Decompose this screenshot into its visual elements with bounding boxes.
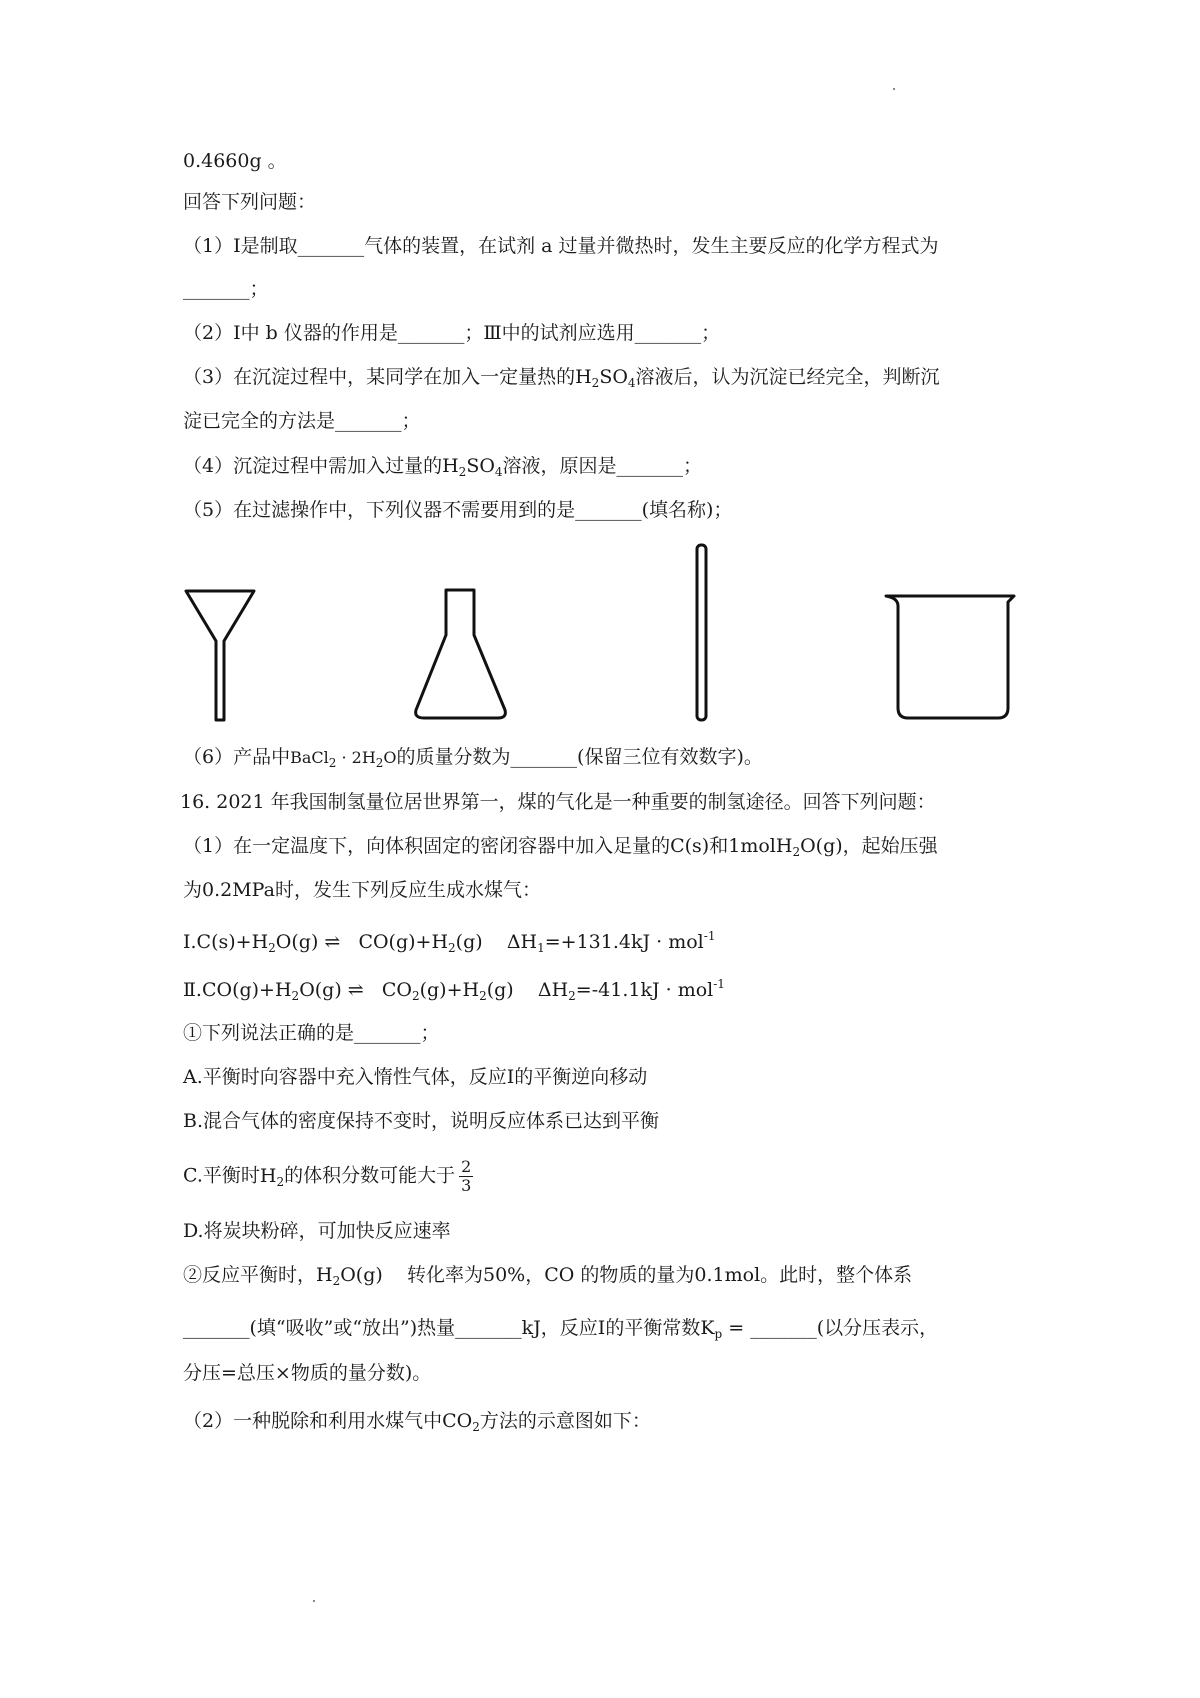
formula-cs: C(s) [670,835,710,857]
reaction-1 [183,923,715,961]
sub-question-1: ①下列说法正确的是_______； [183,1022,440,1044]
beaker-icon [886,596,1014,718]
sub-question-2: ②反应平衡时，$H_2O(g)$ 转化率为50%，CO 的物质的量为0.1mol。此时，整个体系 [183,1264,913,1288]
scan-dot-2 [313,1600,315,1602]
formula-kp: $K_p$ = [700,1317,751,1341]
question-3-cont: 淀已完全的方法是_______； [183,410,421,432]
question-16-1-cont: 为0.2MPa时，发生下列反应生成水煤气： [183,879,541,901]
formula-pressure: 0.2MPa [202,879,275,901]
formula-bacl2: BaCl$_2$ · $2H_2O$ [290,748,397,770]
sub-question-2-cont-2: 分压=总压×物质的量分数)。 [183,1362,432,1384]
option-d: D.将炭块粉碎，可加快反应速率 [183,1220,451,1242]
formula-h2o-mol: 1molH$_2$O(g) [728,835,843,859]
question-16-title: 16. 2021 年我国制氢量位居世界第一，煤的气化是一种重要的制氢途径。回答下列问题： [180,791,936,813]
sub-question-2-cont: _______(填“吸收”或“放出”)热量_______kJ，反应Ⅰ的平衡常数$K_p$ = _______(以分压表示， [183,1317,939,1341]
option-b: B.混合气体的密度保持不变时，说明反应体系已达到平衡 [183,1110,660,1132]
conical-flask-icon [416,590,506,718]
option-a: A.平衡时向容器中充入惰性气体，反应Ⅰ的平衡逆向移动 [183,1066,648,1088]
formula-co2: $CO_2$ [442,1410,480,1434]
scan-dot [893,88,895,90]
question-3: （3）在沉淀过程中，某同学在加入一定量热的$H_2SO_4$溶液后，认为沉淀已经完全，判断沉 [183,366,940,390]
question-16-1: （1）在一定温度下，向体积固定的密闭容器中加入足量的C(s)和1molH$_2$O(g)，起始压强 [183,835,938,859]
funnel-icon [186,591,254,720]
apparatus-figure [180,540,1020,730]
formula-co-mol: 0.1mol [694,1264,761,1286]
formula-h2: $H_2$ [259,1164,285,1189]
question-16-2: （2）一种脱除和利用水煤气中$CO_2$方法的示意图如下： [183,1410,651,1434]
question-6: （6）产品中BaCl$_2$ · $2H_2O$的质量分数为_______(保留三位有效数字)。 [183,746,763,770]
question-5: （5）在过滤操作中，下列仪器不需要用到的是_______(填名称)； [183,499,733,521]
glass-rod-icon [697,545,706,720]
reaction-1-text: $Ⅰ.C(s)+H_2O(g)$ ⇌ $CO(g)+H_2(g)$ $\Delta H_1=+131.4kJ \cdot mol^{-1}$ [183,929,716,955]
formula-h2so4: $H_2SO_4$ [575,366,636,390]
question-4: （4）沉淀过程中需加入过量的$H_2SO_4$溶液，原因是_______； [183,455,703,479]
line-01: 0.4660g 。 [183,150,287,172]
fraction-two-thirds: $\frac{2}{3}$ [461,1157,472,1195]
formula-percent: 50% [483,1264,526,1286]
reaction-2 [183,971,725,1009]
option-c: C.平衡时$H_2$的体积分数可能大于 $\frac{2}{3}$ [183,1157,472,1195]
line-02: 回答下列问题： [183,191,317,213]
question-1-cont: _______； [183,278,269,300]
formula-h2so4-2: $H_2SO_4$ [442,455,503,479]
question-1: （1）Ⅰ是制取_______气体的装置，在试剂 a 过量并微热时，发生主要反应的化学方程式为 [183,235,939,257]
question-2: （2）Ⅰ中 b 仪器的作用是_______；Ⅲ中的试剂应选用_______； [183,322,721,344]
formula-h2og: $H_2O(g)$ [316,1264,383,1288]
reaction-2-text: $Ⅱ.CO(g)+H_2O(g)$ ⇌ $CO_2(g)+H_2(g)$ $\Delta H_2=-41.1kJ \cdot mol^{-1}$ [183,977,725,1003]
